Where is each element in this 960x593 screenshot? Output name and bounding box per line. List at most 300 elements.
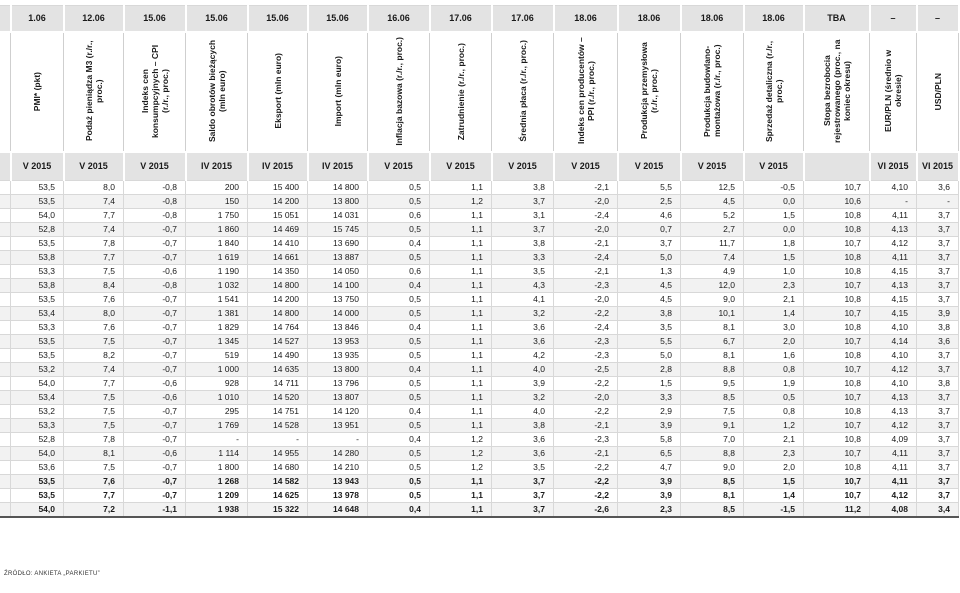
table-cell: 1 114 bbox=[186, 447, 248, 461]
table-cell: 14 528 bbox=[248, 419, 308, 433]
table-cell: 10,8 bbox=[804, 251, 870, 265]
table-cell: 1,1 bbox=[430, 363, 492, 377]
table-cell: 14 200 bbox=[248, 195, 308, 209]
table-cell: 54,0 bbox=[11, 209, 64, 223]
table-cell: 8,8 bbox=[681, 363, 744, 377]
table-cell: -2,4 bbox=[554, 251, 618, 265]
table-row bbox=[0, 475, 959, 489]
table-cell: 12,0 bbox=[681, 279, 744, 293]
table-cell: 3,9 bbox=[492, 377, 554, 391]
indicator-header-cell bbox=[744, 32, 804, 152]
table-cell: 1,5 bbox=[618, 377, 681, 391]
forecaster-name-cell bbox=[0, 195, 11, 209]
table-cell: 3,7 bbox=[917, 447, 959, 461]
period-cell: V 2015 bbox=[64, 152, 124, 181]
table-cell: 14 648 bbox=[308, 503, 368, 518]
table-cell: 1,2 bbox=[430, 447, 492, 461]
table-row bbox=[0, 265, 959, 279]
indicator-header-cell bbox=[430, 32, 492, 152]
table-cell: 10,7 bbox=[804, 419, 870, 433]
table-cell: 13 690 bbox=[308, 237, 368, 251]
table-cell: 4,08 bbox=[870, 503, 917, 518]
indicator-header-cell bbox=[0, 32, 11, 152]
table-cell: -2,2 bbox=[554, 489, 618, 503]
table-cell: -0,7 bbox=[124, 293, 186, 307]
table-cell: 200 bbox=[186, 181, 248, 195]
forecaster-name-cell bbox=[0, 419, 11, 433]
table-cell: 1 860 bbox=[186, 223, 248, 237]
release-date-cell: 12.06 bbox=[64, 6, 124, 33]
table-row bbox=[0, 391, 959, 405]
table-cell: 3,7 bbox=[917, 349, 959, 363]
table-cell: 53,6 bbox=[11, 461, 64, 475]
table-cell: -2,2 bbox=[554, 307, 618, 321]
table-cell: 1,1 bbox=[430, 391, 492, 405]
table-cell: 10,6 bbox=[804, 195, 870, 209]
table-cell: -0,8 bbox=[124, 209, 186, 223]
table-cell: -2,1 bbox=[554, 419, 618, 433]
table-cell: 1 938 bbox=[186, 503, 248, 518]
table-cell: 4,10 bbox=[870, 321, 917, 335]
table-cell: -2,4 bbox=[554, 321, 618, 335]
table-cell: 53,3 bbox=[11, 419, 64, 433]
table-cell: 53,5 bbox=[11, 335, 64, 349]
indicator-header-label: Produkcja przemysłowa (r./r., proc.) bbox=[639, 42, 659, 140]
table-cell: 3,2 bbox=[492, 307, 554, 321]
table-cell: 1,3 bbox=[618, 265, 681, 279]
period-row bbox=[0, 152, 959, 181]
release-date-cell: 18.06 bbox=[681, 6, 744, 33]
forecaster-name-cell bbox=[0, 377, 11, 391]
table-cell: 14 520 bbox=[248, 391, 308, 405]
table-cell: 15 322 bbox=[248, 503, 308, 518]
indicator-header-label: Saldo obrotów bieżących (mln euro) bbox=[206, 40, 227, 143]
table-cell: 7,6 bbox=[64, 475, 124, 489]
table-cell: 0,8 bbox=[744, 405, 804, 419]
table-cell: 1,6 bbox=[744, 349, 804, 363]
table-cell: 10,8 bbox=[804, 377, 870, 391]
table-cell: 4,12 bbox=[870, 237, 917, 251]
table-cell: 1 381 bbox=[186, 307, 248, 321]
table-cell: 1,1 bbox=[430, 181, 492, 195]
table-cell: 6,5 bbox=[618, 447, 681, 461]
table-cell: 8,5 bbox=[681, 475, 744, 489]
table-cell: -0,5 bbox=[744, 181, 804, 195]
table-cell: 10,7 bbox=[804, 475, 870, 489]
table-cell: 1,1 bbox=[430, 223, 492, 237]
table-cell: -2,3 bbox=[554, 335, 618, 349]
table-cell: 13 953 bbox=[308, 335, 368, 349]
table-cell: 3,6 bbox=[492, 335, 554, 349]
table-cell: 3,7 bbox=[917, 433, 959, 447]
table-row bbox=[0, 279, 959, 293]
table-cell: 1,1 bbox=[430, 503, 492, 518]
table-cell: -0,7 bbox=[124, 349, 186, 363]
period-cell: V 2015 bbox=[492, 152, 554, 181]
forecaster-name-cell bbox=[0, 433, 11, 447]
forecaster-name-cell bbox=[0, 307, 11, 321]
forecaster-name-cell bbox=[0, 209, 11, 223]
table-cell: 53,4 bbox=[11, 307, 64, 321]
table-cell: 14 711 bbox=[248, 377, 308, 391]
release-date-cell: 18.06 bbox=[744, 6, 804, 33]
table-cell: 8,4 bbox=[64, 279, 124, 293]
table-cell: 3,9 bbox=[917, 307, 959, 321]
table-cell: 2,3 bbox=[744, 447, 804, 461]
indicator-header-label: Zatrudnienie (r./r., proc.) bbox=[455, 42, 466, 140]
table-cell: 1,2 bbox=[430, 433, 492, 447]
indicator-header-cell bbox=[492, 32, 554, 152]
release-date-cell: – bbox=[870, 6, 917, 33]
table-cell: 0,5 bbox=[368, 251, 430, 265]
forecaster-name-cell bbox=[0, 265, 11, 279]
table-cell: 3,7 bbox=[917, 251, 959, 265]
table-cell: 1,1 bbox=[430, 307, 492, 321]
table-cell: 1 541 bbox=[186, 293, 248, 307]
table-cell: 53,5 bbox=[11, 489, 64, 503]
table-cell: 3,7 bbox=[917, 237, 959, 251]
table-cell: 14 350 bbox=[248, 265, 308, 279]
table-cell: 3,6 bbox=[492, 321, 554, 335]
table-cell: 3,7 bbox=[492, 489, 554, 503]
period-cell bbox=[0, 152, 11, 181]
table-cell: 3,8 bbox=[917, 321, 959, 335]
period-cell: V 2015 bbox=[11, 152, 64, 181]
table-cell: 2,0 bbox=[744, 335, 804, 349]
table-row bbox=[0, 321, 959, 335]
table-cell: -0,7 bbox=[124, 433, 186, 447]
table-cell: 1 010 bbox=[186, 391, 248, 405]
forecaster-name-cell bbox=[0, 335, 11, 349]
table-cell: -0,7 bbox=[124, 475, 186, 489]
table-cell: 7,6 bbox=[64, 321, 124, 335]
table-cell: 7,7 bbox=[64, 209, 124, 223]
table-cell: 1,1 bbox=[430, 279, 492, 293]
table-cell: 3,7 bbox=[917, 405, 959, 419]
table-cell: 3,7 bbox=[917, 419, 959, 433]
table-cell: 9,5 bbox=[681, 377, 744, 391]
table-cell: 1,1 bbox=[430, 265, 492, 279]
table-cell: 13 978 bbox=[308, 489, 368, 503]
table-cell: 14 280 bbox=[308, 447, 368, 461]
table-cell: 519 bbox=[186, 349, 248, 363]
table-cell: - bbox=[917, 195, 959, 209]
table-cell: 8,1 bbox=[681, 489, 744, 503]
table-cell: 14 800 bbox=[248, 307, 308, 321]
table-cell: 4,0 bbox=[492, 363, 554, 377]
indicator-header-cell bbox=[248, 32, 308, 152]
table-cell: -0,7 bbox=[124, 251, 186, 265]
release-date-cell bbox=[0, 6, 11, 33]
table-cell: -0,8 bbox=[124, 181, 186, 195]
table-cell: 0,5 bbox=[368, 419, 430, 433]
table-cell: -2,0 bbox=[554, 391, 618, 405]
table-cell: 3,6 bbox=[917, 335, 959, 349]
table-cell: 3,7 bbox=[917, 391, 959, 405]
table-cell: 4,15 bbox=[870, 307, 917, 321]
table-cell: 3,7 bbox=[917, 363, 959, 377]
table-cell: 3,7 bbox=[917, 475, 959, 489]
source-note: ŹRÓDŁO: ANKIETA „PARKIETU” bbox=[4, 571, 100, 577]
forecaster-name-cell bbox=[0, 447, 11, 461]
indicator-header-label: Import (mln euro) bbox=[332, 56, 343, 127]
table-cell: 1 032 bbox=[186, 279, 248, 293]
table-cell: 0,7 bbox=[618, 223, 681, 237]
period-cell: VI 2015 bbox=[870, 152, 917, 181]
table-cell: 1,1 bbox=[430, 251, 492, 265]
table-cell: -2,0 bbox=[554, 223, 618, 237]
table-cell: -0,6 bbox=[124, 447, 186, 461]
table-cell: 14 490 bbox=[248, 349, 308, 363]
table-cell: - bbox=[186, 433, 248, 447]
table-cell: -2,0 bbox=[554, 195, 618, 209]
indicator-header-label: Inflacja bazowa (r./r., proc.) bbox=[393, 36, 404, 146]
table-row bbox=[0, 251, 959, 265]
table-cell: -1,1 bbox=[124, 503, 186, 518]
period-cell: V 2015 bbox=[430, 152, 492, 181]
table-cell: 9,1 bbox=[681, 419, 744, 433]
table-cell: 4,10 bbox=[870, 349, 917, 363]
table-cell: 14 200 bbox=[248, 293, 308, 307]
table-cell: 14 120 bbox=[308, 405, 368, 419]
table-cell: 3,9 bbox=[618, 475, 681, 489]
table-cell: 1,0 bbox=[744, 265, 804, 279]
table-cell: -2,0 bbox=[554, 293, 618, 307]
table-cell: 14 800 bbox=[308, 181, 368, 195]
table-cell: 11,7 bbox=[681, 237, 744, 251]
table-cell: 3,8 bbox=[492, 419, 554, 433]
table-cell: 4,10 bbox=[870, 377, 917, 391]
table-cell: 0,5 bbox=[368, 475, 430, 489]
table-cell: 15 051 bbox=[248, 209, 308, 223]
forecaster-name-cell bbox=[0, 293, 11, 307]
table-cell: 3,0 bbox=[744, 321, 804, 335]
table-cell: 1,2 bbox=[430, 461, 492, 475]
table-cell: 13 935 bbox=[308, 349, 368, 363]
table-cell: 14 680 bbox=[248, 461, 308, 475]
table-cell: 4,5 bbox=[618, 279, 681, 293]
indicator-header-cell bbox=[917, 32, 959, 152]
table-cell: 1 190 bbox=[186, 265, 248, 279]
table-cell: 0,8 bbox=[744, 363, 804, 377]
release-date-cell: 16.06 bbox=[368, 6, 430, 33]
table-cell: 15 745 bbox=[308, 223, 368, 237]
table-cell: -0,7 bbox=[124, 307, 186, 321]
forecaster-name-cell bbox=[0, 223, 11, 237]
release-date-cell: 1.06 bbox=[11, 6, 64, 33]
table-cell: 14 625 bbox=[248, 489, 308, 503]
indicator-header-label: EUR/PLN (średnio w okresie) bbox=[883, 50, 903, 133]
table-cell: 928 bbox=[186, 377, 248, 391]
table-cell: 53,3 bbox=[11, 321, 64, 335]
indicator-header-label: Eksport (mln euro) bbox=[272, 53, 283, 130]
period-cell: V 2015 bbox=[681, 152, 744, 181]
indicator-header-cell bbox=[870, 32, 917, 152]
table-cell: 3,8 bbox=[917, 377, 959, 391]
table-cell: 4,15 bbox=[870, 293, 917, 307]
table-cell: 10,7 bbox=[804, 237, 870, 251]
table-cell: 8,1 bbox=[64, 447, 124, 461]
table-cell: 53,8 bbox=[11, 251, 64, 265]
table-cell: 3,8 bbox=[618, 307, 681, 321]
table-cell: 0,4 bbox=[368, 321, 430, 335]
table-cell: 7,0 bbox=[681, 433, 744, 447]
indicator-header-cell bbox=[681, 32, 744, 152]
table-cell: 1 829 bbox=[186, 321, 248, 335]
table-cell: 4,1 bbox=[492, 293, 554, 307]
table-cell: 1,1 bbox=[430, 209, 492, 223]
indicator-header-cell bbox=[186, 32, 248, 152]
table-cell: 4,9 bbox=[681, 265, 744, 279]
table-cell: 2,3 bbox=[744, 279, 804, 293]
release-date-cell: 15.06 bbox=[124, 6, 186, 33]
table-cell: 3,7 bbox=[917, 279, 959, 293]
table-cell: 4,11 bbox=[870, 447, 917, 461]
table-cell: 1,1 bbox=[430, 419, 492, 433]
table-cell: 4,13 bbox=[870, 223, 917, 237]
table-cell: 5,5 bbox=[618, 335, 681, 349]
forecaster-name-cell bbox=[0, 405, 11, 419]
forecaster-name-cell bbox=[0, 489, 11, 503]
table-cell: 53,4 bbox=[11, 391, 64, 405]
period-cell: V 2015 bbox=[744, 152, 804, 181]
table-cell: 0,4 bbox=[368, 433, 430, 447]
period-cell: V 2015 bbox=[554, 152, 618, 181]
table-cell: 3,7 bbox=[917, 489, 959, 503]
table-cell: 8,0 bbox=[64, 181, 124, 195]
release-date-cell: 18.06 bbox=[554, 6, 618, 33]
table-cell: -2,1 bbox=[554, 447, 618, 461]
table-cell: 1,4 bbox=[744, 489, 804, 503]
table-cell: 5,2 bbox=[681, 209, 744, 223]
table-cell: 13 887 bbox=[308, 251, 368, 265]
table-cell: 53,5 bbox=[11, 195, 64, 209]
table-cell: 1 800 bbox=[186, 461, 248, 475]
indicator-header-label: Produkcja budowlano-montażowa (r./r., proc.) bbox=[702, 44, 722, 138]
table-cell: 13 800 bbox=[308, 363, 368, 377]
table-cell: 3,7 bbox=[917, 223, 959, 237]
table-cell: 1,1 bbox=[430, 489, 492, 503]
table-cell: 3,3 bbox=[492, 251, 554, 265]
table-cell: 3,7 bbox=[492, 503, 554, 518]
table-cell: 10,7 bbox=[804, 363, 870, 377]
table-cell: 10,8 bbox=[804, 209, 870, 223]
table-cell: 3,9 bbox=[618, 489, 681, 503]
table-cell: 53,3 bbox=[11, 265, 64, 279]
table-cell: 2,8 bbox=[618, 363, 681, 377]
table-cell: 10,8 bbox=[804, 293, 870, 307]
table-cell: -2,2 bbox=[554, 377, 618, 391]
table-cell: 14 100 bbox=[308, 279, 368, 293]
table-cell: 4,11 bbox=[870, 461, 917, 475]
table-cell: 53,2 bbox=[11, 405, 64, 419]
table-cell: 2,5 bbox=[618, 195, 681, 209]
table-cell: 53,5 bbox=[11, 181, 64, 195]
table-cell: 1,2 bbox=[744, 419, 804, 433]
table-cell: 1 619 bbox=[186, 251, 248, 265]
table-cell: -2,6 bbox=[554, 503, 618, 518]
table-cell: 4,13 bbox=[870, 405, 917, 419]
table-cell: 0,5 bbox=[368, 307, 430, 321]
table-cell: 0,6 bbox=[368, 265, 430, 279]
table-cell: 1,1 bbox=[430, 293, 492, 307]
table-cell: 1,4 bbox=[744, 307, 804, 321]
forecaster-name-cell bbox=[0, 251, 11, 265]
table-cell: 0,5 bbox=[368, 391, 430, 405]
table-cell: 14 751 bbox=[248, 405, 308, 419]
table-cell: 1,5 bbox=[744, 251, 804, 265]
table-cell: - bbox=[248, 433, 308, 447]
table-cell: 1,1 bbox=[430, 321, 492, 335]
table-cell: 4,13 bbox=[870, 279, 917, 293]
table-cell: 4,11 bbox=[870, 475, 917, 489]
release-date-cell: TBA bbox=[804, 6, 870, 33]
table-cell: -0,7 bbox=[124, 419, 186, 433]
table-cell: 1,1 bbox=[430, 475, 492, 489]
table-cell: 7,7 bbox=[64, 377, 124, 391]
forecaster-name-cell bbox=[0, 181, 11, 195]
forecaster-name-cell bbox=[0, 321, 11, 335]
table-cell: 53,2 bbox=[11, 363, 64, 377]
table-cell: 0,4 bbox=[368, 405, 430, 419]
table-cell: 7,4 bbox=[64, 223, 124, 237]
release-date-cell: 15.06 bbox=[186, 6, 248, 33]
period-cell: V 2015 bbox=[124, 152, 186, 181]
table-cell: 0,5 bbox=[368, 489, 430, 503]
table-row bbox=[0, 237, 959, 251]
indicator-header-label: PMI* (pkt) bbox=[32, 71, 42, 111]
period-cell: VI 2015 bbox=[917, 152, 959, 181]
table-cell: 3,7 bbox=[917, 293, 959, 307]
table-cell: 10,8 bbox=[804, 461, 870, 475]
table-cell: -0,8 bbox=[124, 195, 186, 209]
table-cell: -0,7 bbox=[124, 237, 186, 251]
table-cell: 2,1 bbox=[744, 433, 804, 447]
table-cell: 7,4 bbox=[681, 251, 744, 265]
table-cell: 1,9 bbox=[744, 377, 804, 391]
table-cell: 4,10 bbox=[870, 181, 917, 195]
table-cell: 3,7 bbox=[492, 223, 554, 237]
table-cell: 14 410 bbox=[248, 237, 308, 251]
table-cell: 4,12 bbox=[870, 489, 917, 503]
table-cell: 3,6 bbox=[917, 181, 959, 195]
table-row bbox=[0, 195, 959, 209]
forecaster-name-cell bbox=[0, 503, 11, 518]
forecaster-name-cell bbox=[0, 461, 11, 475]
table-cell: 0,5 bbox=[368, 223, 430, 237]
table-cell: 0,5 bbox=[368, 293, 430, 307]
table-cell: 1 840 bbox=[186, 237, 248, 251]
table-cell: 13 800 bbox=[308, 195, 368, 209]
indicator-header-label: Sprzedaż detaliczna (r./r., proc.) bbox=[763, 40, 784, 142]
table-cell: 13 943 bbox=[308, 475, 368, 489]
table-cell: 4,3 bbox=[492, 279, 554, 293]
table-cell: 8,8 bbox=[681, 447, 744, 461]
table-cell: -2,1 bbox=[554, 265, 618, 279]
table-cell: - bbox=[308, 433, 368, 447]
table-cell: 1 268 bbox=[186, 475, 248, 489]
table-cell: 14 469 bbox=[248, 223, 308, 237]
table-cell: 10,7 bbox=[804, 447, 870, 461]
table-cell: 10,8 bbox=[804, 265, 870, 279]
table-cell: -2,5 bbox=[554, 363, 618, 377]
table-cell: 1,5 bbox=[744, 209, 804, 223]
table-cell: 10,8 bbox=[804, 433, 870, 447]
table-cell: 0,6 bbox=[368, 209, 430, 223]
table-cell: 0,5 bbox=[368, 377, 430, 391]
table-cell: 1,1 bbox=[430, 349, 492, 363]
table-cell: 14 031 bbox=[308, 209, 368, 223]
